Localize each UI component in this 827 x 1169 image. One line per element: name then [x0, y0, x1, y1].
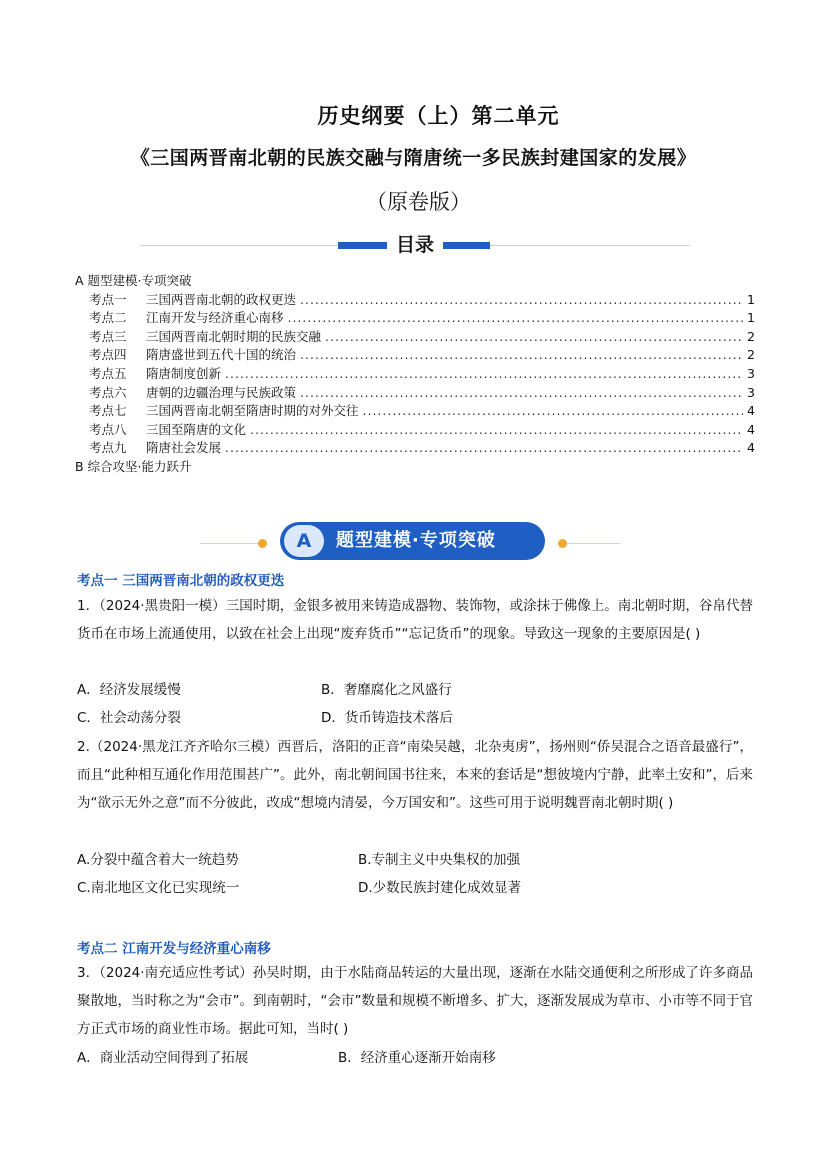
option[interactable]: D.少数民族封建化成效显著 [358, 880, 522, 896]
toc-section-a[interactable]: A 题型建模·专项突破 [75, 273, 192, 288]
toc-item-key: 考点二 [89, 310, 127, 326]
toc-item-key: 考点八 [89, 421, 127, 437]
option[interactable]: B．经济重心逐渐开始南移 [338, 1050, 496, 1066]
version-label: （原卷版） [366, 190, 471, 214]
toc-item-key: 考点一 [89, 291, 127, 307]
question-2-options [77, 846, 753, 902]
banner-text: 题型建模·专项突破 [336, 530, 496, 551]
toc-item[interactable] [75, 328, 755, 347]
toc-accent-left [338, 242, 390, 249]
toc-item-title: 隋唐社会发展 [146, 440, 222, 456]
option[interactable]: D．货币铸造技术落后 [321, 710, 453, 726]
toc-item-page: 3 [747, 384, 755, 400]
question-2: 2.（2024·黑龙江齐齐哈尔三模）西晋后，洛阳的正音“南染吴越，北杂夷虏”，扬州则“侨吴混合之语音最盛行”，而且“此种相互通化作用范围甚广”。此外，南北朝间国书往来，本来的套话是“想彼境内宁静，此率土安和”，后来为“欲示无外之意”而不分彼此，改成“想境内清晏，今万国安和”。这些可用于说明魏晋南北朝时期( ) [77, 739, 753, 811]
toc-item[interactable] [75, 402, 755, 421]
toc-leader [225, 439, 743, 458]
banner-dot-left [258, 539, 267, 548]
toc-item-key: 考点七 [89, 403, 127, 419]
banner-line-left [200, 543, 260, 544]
toc-item[interactable] [75, 384, 755, 403]
toc-item-page: 4 [747, 440, 755, 456]
toc-item-key: 考点四 [89, 347, 127, 363]
toc-item-title: 江南开发与经济重心南移 [146, 310, 284, 326]
toc-item-title: 三国两晋南北朝的政权更迭 [146, 291, 297, 307]
toc-item-title: 唐朝的边疆治理与民族政策 [146, 384, 297, 400]
table-of-contents [75, 272, 755, 477]
option[interactable]: A．经济发展缓慢 [77, 682, 181, 698]
toc-item-title: 三国至隋唐的文化 [146, 421, 247, 437]
banner-dot-right [558, 539, 567, 548]
option[interactable]: B．奢靡腐化之风盛行 [321, 682, 452, 698]
toc-item-page: 4 [747, 403, 755, 419]
question-1: 1．（2024·黑贵阳一模）三国时期，金银多被用来铸造成器物、装饰物，或涂抹于佛像上。南北朝时期，谷帛代替货币在市场上流通使用，以致在社会上出现“废弃货币”“忘记货币”的现象。导致这一现象的主要原因是( ) [77, 598, 753, 642]
toc-item-key: 考点五 [89, 365, 127, 381]
toc-item[interactable] [75, 365, 755, 384]
question-1-options [77, 676, 753, 732]
toc-item-page: 3 [747, 365, 755, 381]
toc-item-page: 2 [747, 328, 755, 344]
toc-leader [300, 384, 743, 403]
toc-section-b[interactable]: B 综合攻坚·能力跃升 [75, 458, 192, 474]
toc-item-page: 4 [747, 421, 755, 437]
toc-item[interactable] [75, 421, 755, 440]
option[interactable]: C．社会动荡分裂 [77, 710, 181, 726]
section-banner [200, 520, 620, 564]
banner-pill [280, 522, 545, 560]
toc-leader [325, 328, 743, 347]
toc-header [140, 233, 690, 257]
document-subtitle: 《三国两晋南北朝的民族交融与隋唐统一多民族封建国家的发展》 [130, 147, 697, 169]
option[interactable]: B.专制主义中央集权的加强 [358, 852, 521, 868]
toc-accent-right [438, 242, 490, 249]
toc-item-key: 考点九 [89, 440, 127, 456]
toc-item[interactable] [75, 439, 755, 458]
toc-leader [225, 365, 743, 384]
toc-item-page: 2 [747, 347, 755, 363]
toc-item-title: 三国两晋南北朝时期的民族交融 [146, 328, 322, 344]
toc-item[interactable] [75, 346, 755, 365]
question-3: 3．（2024·南充适应性考试）孙吴时期，由于水陆商品转运的大量出现，逐渐在水陆交通便利之所形成了许多商品聚散地，当时称之为“会市”。到南朝时，“会市”数量和规模不断增多、扩大，逐渐发展成为草市、小市等不同于官方正式市场的商业性市场。据此可知，当时( ) [77, 965, 753, 1037]
toc-item-page: 1 [747, 291, 755, 307]
section-heading: 考点一 三国两晋南北朝的政权更迭 [77, 573, 285, 589]
toc-item[interactable] [75, 309, 755, 328]
option[interactable]: C.南北地区文化已实现统一 [77, 880, 240, 896]
option[interactable]: A.分裂中蕴含着大一统趋势 [77, 852, 239, 868]
toc-item-page: 1 [747, 310, 755, 326]
document-title: 历史纲要（上）第二单元 [317, 104, 560, 128]
banner-letter: A [284, 525, 324, 557]
toc-leader [300, 346, 743, 365]
toc-item[interactable] [75, 291, 755, 310]
toc-leader [300, 291, 743, 310]
toc-leader [288, 309, 744, 328]
question-3-options [77, 1044, 753, 1072]
toc-item-title: 隋唐盛世到五代十国的统治 [146, 347, 297, 363]
option[interactable]: A．商业活动空间得到了拓展 [77, 1050, 249, 1066]
toc-item-title: 隋唐制度创新 [146, 365, 222, 381]
section-heading: 考点二 江南开发与经济重心南移 [77, 941, 271, 957]
toc-title: 目录 [387, 233, 443, 257]
toc-item-key: 考点三 [89, 328, 127, 344]
toc-item-title: 三国两晋南北朝至隋唐时期的对外交往 [146, 403, 359, 419]
banner-line-right [567, 543, 620, 544]
toc-leader [250, 421, 743, 440]
toc-item-key: 考点六 [89, 384, 127, 400]
toc-leader [363, 402, 744, 421]
